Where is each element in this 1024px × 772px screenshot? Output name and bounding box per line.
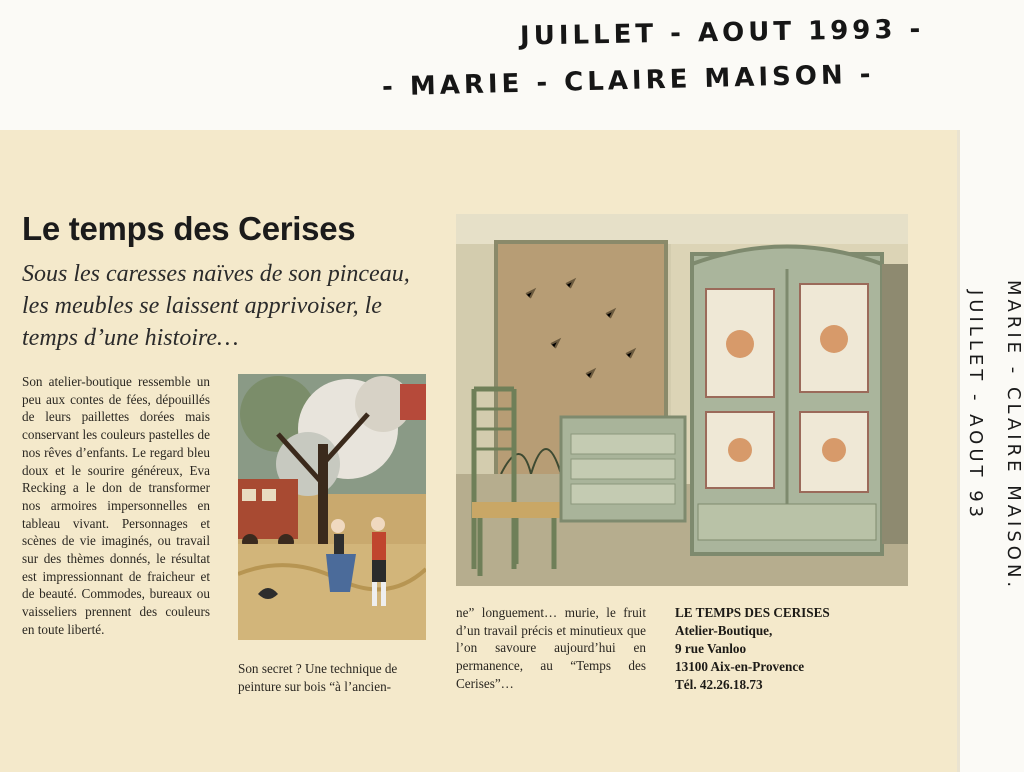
shop-phone: Tél. 42.26.18.73 (675, 677, 763, 692)
shop-type: Atelier-Boutique, (675, 623, 773, 638)
clipping-edge (957, 130, 960, 772)
handwritten-source-note: - MARIE - CLAIRE MAISON - (381, 59, 875, 103)
handwritten-side-note (955, 280, 1024, 610)
article-title: Le temps des Cerises (22, 210, 356, 247)
shop-address (675, 604, 875, 694)
side-note-date: JUILLET - AOUT 93 (965, 290, 986, 522)
handwritten-date-note: JUILLET - AOUT 1993 - (519, 14, 925, 52)
article-column-1: Son atelier-boutique ressemble un peu aux contes de fées, dépouillés de leurs paillettes dorées mais conservant les couleurs pastelles de nos rêves d’enfants. Le regard bleu doux et le sourire généreux, Eva Recking a le don de transformer nos armoires impersonnelles en tableau vivant. Personnages et scènes de vie imaginés, ou travail sur des thèmes donnés, le résultat est impressionnant de fraicheur et de beauté. Commodes, bureaux ou vaisseliers prennent des couleurs en toute liberté. (22, 374, 210, 637)
article-column-2: Son secret ? Une technique de peinture sur bois “à l’ancien- (238, 661, 398, 694)
shop-name: LE TEMPS DES CERISES (675, 605, 830, 620)
painting-photo (238, 374, 426, 640)
article-subtitle: Sous les caresses naïves de son pinceau, les meubles se laissent apprivoiser, le temps d’une histoire… (22, 261, 410, 351)
side-note-source: MARIE - CLAIRE MAISON. (1003, 280, 1024, 592)
shop-city: 13100 Aix-en-Provence (675, 659, 805, 674)
shop-street: 9 rue Vanloo (675, 641, 747, 656)
article-column-3: ne” longuement… murie, le fruit d’un travail précis et minutieux que l’on savoure aujourd’hui en permanence, au “Temps des Cerises”… (456, 605, 646, 691)
furniture-room-photo (456, 214, 908, 586)
